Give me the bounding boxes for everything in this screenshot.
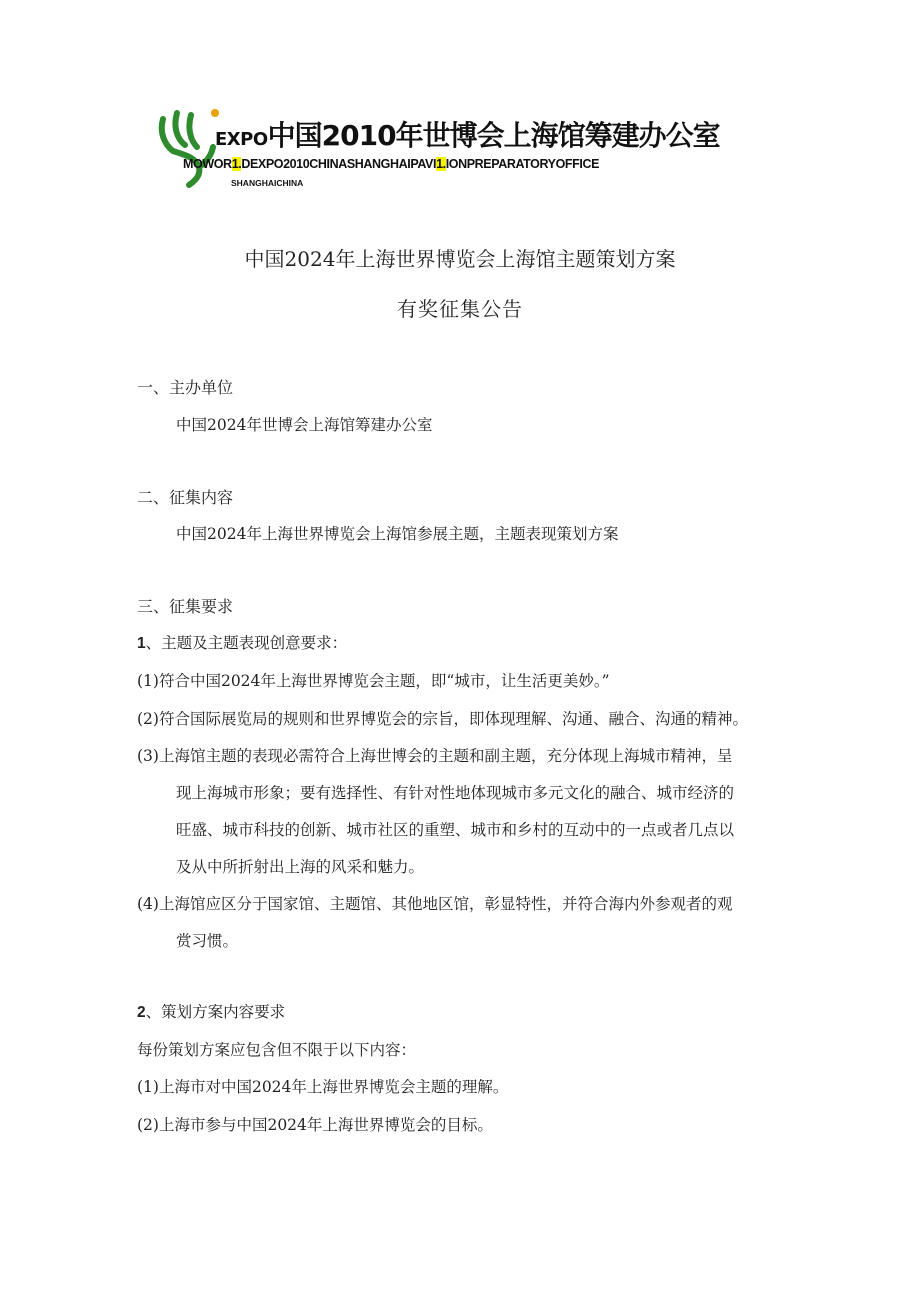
requirement-2-item: (2)上海市参与中国2024年上海世界博览会的目标。: [137, 1116, 493, 1134]
requirement-1-item: (4)上海馆应区分于国家馆、主题馆、其他地区馆，彰显特性，并符合海内外参观者的观: [137, 895, 733, 913]
document-title: 中国2024年上海世界博览会上海馆主题策划方案: [244, 247, 676, 271]
section-1-heading: 一、主办单位: [137, 378, 234, 397]
section-1-text: 中国2024年世博会上海馆筹建办公室: [176, 416, 433, 434]
requirement-1-item-continued: 赏习惯。: [176, 932, 239, 950]
requirement-1-item-continued: 及从中所折射出上海的风采和魅力。: [176, 858, 425, 876]
requirement-2-intro: 每份策划方案应包含但不限于以下内容：: [137, 1041, 417, 1059]
requirement-2-heading: 2、策划方案内容要求: [137, 1003, 286, 1021]
requirement-1-item-continued: 现上海城市形象；要有选择性、有针对性地体现城市多元文化的融合、城市经济的: [176, 784, 735, 802]
requirement-1-item: (1)符合中国2024年上海世界博览会主题，即“城市，让生活更美妙。”: [137, 672, 610, 690]
expo-logo-icon: [155, 105, 223, 191]
letterhead: [155, 100, 755, 195]
office-name-en: MOWOR1.DEXPO2010CHINASHANGHAIPAVI1.IONPREPARATORYOFFICE: [183, 157, 600, 171]
requirement-1-item-continued: 旺盛、城市科技的创新、城市社区的重塑、城市和乡村的互动中的一点或者几点以: [176, 821, 735, 839]
requirement-1-heading: 1、主题及主题表现创意要求：: [137, 634, 348, 652]
requirement-1-item: (3)上海馆主题的表现必需符合上海世博会的主题和副主题，充分体现上海城市精神，呈: [137, 747, 733, 765]
section-2-text: 中国2024年上海世界博览会上海馆参展主题，主题表现策划方案: [176, 525, 619, 543]
office-name-cn: EXPO中国2010年世博会上海馆筹建办公室: [215, 119, 720, 152]
section-2-heading: 二、征集内容: [137, 488, 234, 507]
office-location: SHANGHAICHINA: [231, 178, 304, 188]
requirement-1-item: (2)符合国际展览局的规则和世界博览会的宗旨，即体现理解、沟通、融合、沟通的精神。: [137, 710, 748, 728]
section-3-heading: 三、征集要求: [137, 597, 234, 616]
requirement-2-item: (1)上海市对中国2024年上海世界博览会主题的理解。: [137, 1078, 509, 1096]
document-subtitle: 有奖征集公告: [397, 297, 523, 321]
